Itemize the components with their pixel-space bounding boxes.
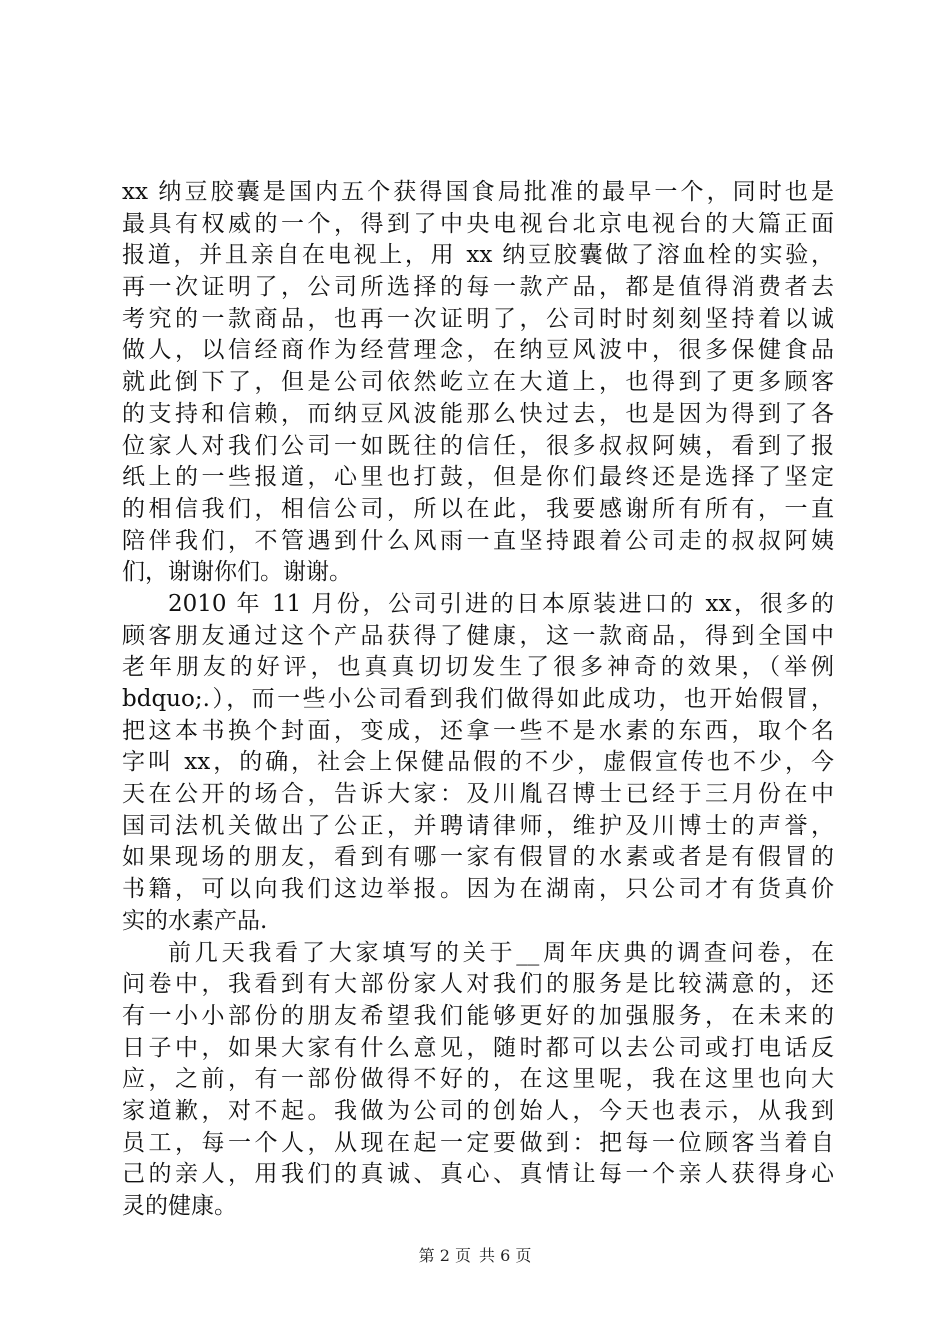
text-line: 家道歉，对不起。我做为公司的创始人，今天也表示，从我到 [122,1097,834,1124]
text-line: 就此倒下了，但是公司依然屹立在大道上，也得到了更多顾客 [122,369,834,396]
text-line: 字叫 xx，的确，社会上保健品假的不少，虚假宣传也不少，今 [122,749,834,776]
text-line: 把这本书换个封面，变成，还拿一些不是水素的东西，取个名 [122,717,834,744]
text-line: 实的水素产品. [122,907,268,934]
text-line: 纸上的一些报道，心里也打鼓，但是你们最终还是选择了坚定 [122,464,834,491]
text-line: 有一小小部份的朋友希望我们能够更好的加强服务，在未来的 [122,1002,834,1029]
text-line: xx 纳豆胶囊是国内五个获得国食局批准的最早一个，同时也是 [122,179,834,205]
text-line: 考究的一款商品，也再一次证明了，公司时时刻刻坚持着以诚 [122,305,834,332]
text-line: bdquo;.），而一些小公司看到我们做得如此成功，也开始假冒， [122,686,834,712]
page-footer [0,1246,950,1266]
text-line: 前几天我看了大家填写的关于__周年庆典的调查问卷，在 [168,939,834,966]
text-line: 顾客朋友通过这个产品获得了健康，这一款商品，得到全国中 [122,622,834,649]
text-line: 陪伴我们，不管遇到什么风雨一直坚持跟着公司走的叔叔阿姨 [122,527,834,554]
text-line: 员工，每一个人，从现在起一定要做到：把每一位顾客当着自 [122,1129,834,1156]
text-line: 天在公开的场合，告诉大家：及川胤召博士已经于三月份在中 [122,781,834,808]
text-line: 书籍，可以向我们这边举报。因为在湖南，只公司才有货真价 [122,876,834,903]
text-line: 老年朋友的好评，也真真切切发生了很多神奇的效果，（举例 [122,654,834,681]
page-number: 第 2 页 [418,1246,471,1265]
text-line: 的相信我们，相信公司，所以在此，我要感谢所有所有，一直 [122,495,834,522]
text-line: 再一次证明了，公司所选择的每一款产品，都是值得消费者去 [122,274,834,301]
text-line: 报道，并且亲自在电视上，用 xx 纳豆胶囊做了溶血栓的实验， [122,242,834,269]
page-total: 共 6 页 [479,1246,532,1265]
text-line: 最具有权威的一个，得到了中央电视台北京电视台的大篇正面 [122,210,834,237]
document-body [122,177,834,1223]
text-line: 2010 年 11 月份，公司引进的日本原装进口的 xx，很多的 [168,590,834,617]
paragraph [122,589,834,938]
paragraph [122,938,834,1223]
text-line: 做人，以信经商作为经营理念，在纳豆风波中，很多保健食品 [122,337,834,364]
text-line: 的支持和信赖，而纳豆风波能那么快过去，也是因为得到了各 [122,400,834,427]
text-line: 问卷中，我看到有大部份家人对我们的服务是比较满意的，还 [122,971,834,998]
text-line: 灵的健康。 [122,1193,237,1219]
text-line: 应，之前，有一部份做得不好的，在这里呢，我在这里也向大 [122,1066,834,1093]
text-line: 国司法机关做出了公正，并聘请律师，维护及川博士的声誉， [122,812,834,839]
text-line: 己的亲人，用我们的真诚、真心、真情让每一个亲人获得身心 [122,1161,834,1188]
text-line: 们，谢谢你们。谢谢。 [122,559,352,586]
paragraph [122,177,834,589]
text-line: 日子中，如果大家有什么意见，随时都可以去公司或打电话反 [122,1034,834,1061]
text-line: 位家人对我们公司一如既往的信任，很多叔叔阿姨，看到了报 [122,432,834,459]
text-line: 如果现场的朋友，看到有哪一家有假冒的水素或者是有假冒的 [122,844,834,871]
